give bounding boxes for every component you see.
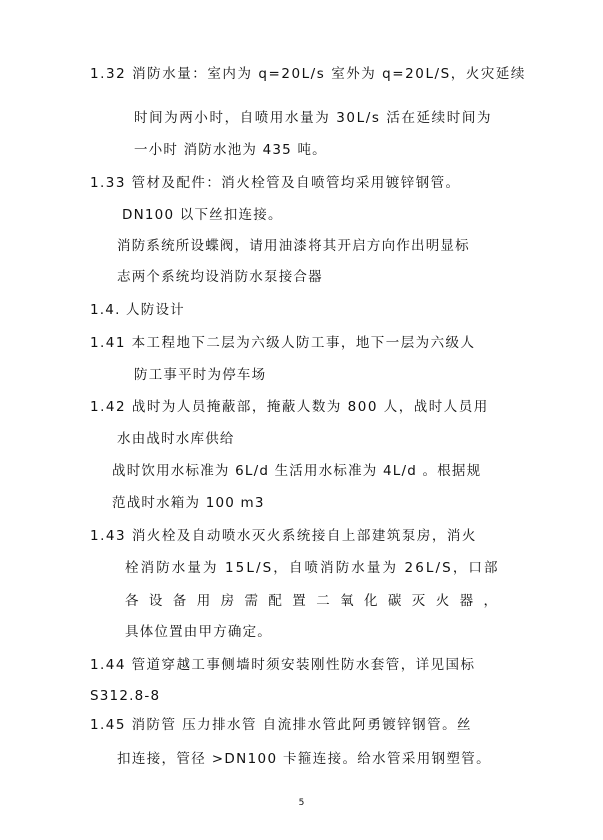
text-line-3: 一小时 消防水池为 435 吨。 (134, 142, 327, 158)
text-line-13: 战时饮用水标准为 6L/d 生活用水标准为 4L/d 。根据规 (112, 463, 482, 479)
text-line-7: 志两个系统均设消防水泵接合器 (117, 269, 323, 285)
text-line-4: 1.33 管材及配件：消火栓管及自喷管均采用镀锌钢管。 (90, 175, 461, 191)
text-line-15: 1.43 消火栓及自动喷水灭火系统接自上部建筑泵房，消火 (90, 528, 477, 544)
section-heading-1-4: 1.4. 人防设计 (90, 302, 185, 318)
text-line-2: 时间为两小时，自喷用水量为 30L/s 活在延续时间为 (134, 110, 493, 126)
text-line-16: 栓消防水量为 15L/S，自喷消防水量为 26L/S，口部 (125, 560, 500, 576)
text-line-9: 1.41 本工程地下二层为六级人防工事，地下一层为六级人 (90, 335, 476, 351)
text-line-14: 范战时水箱为 100 m3 (112, 495, 265, 511)
text-line-18: 具体位置由甲方确定。 (125, 624, 272, 640)
text-line-10: 防工事平时为停车场 (134, 367, 267, 383)
text-line-19: 1.44 管道穿越工事侧墙时须安装刚性防水套管，详见国标 (90, 657, 476, 673)
text-line-17: 各设备用房需配置二氧化碳灭火器， (125, 593, 508, 609)
text-line-6: 消防系统所设蝶阀，请用油漆将其开启方向作出明显标 (117, 238, 470, 254)
text-line-21: 1.45 消防管 压力排水管 自流排水管此阿勇镀锌钢管。丝 (90, 717, 472, 733)
text-line-1: 1.32 消防水量：室内为 q=20L/s 室外为 q=20L/S，火灾延续 (90, 66, 526, 82)
text-line-12: 水由战时水库供给 (117, 431, 235, 447)
text-line-22: 扣连接，管径 >DN100 卡箍连接。给水管采用钢塑管。 (117, 751, 491, 767)
text-line-5: DN100 以下丝扣连接。 (122, 207, 283, 223)
page-number: 5 (298, 798, 305, 808)
text-line-11: 1.42 战时为人员掩蔽部，掩蔽人数为 800 人，战时人员用 (90, 399, 489, 415)
text-line-20: S312.8-8 (90, 688, 161, 704)
